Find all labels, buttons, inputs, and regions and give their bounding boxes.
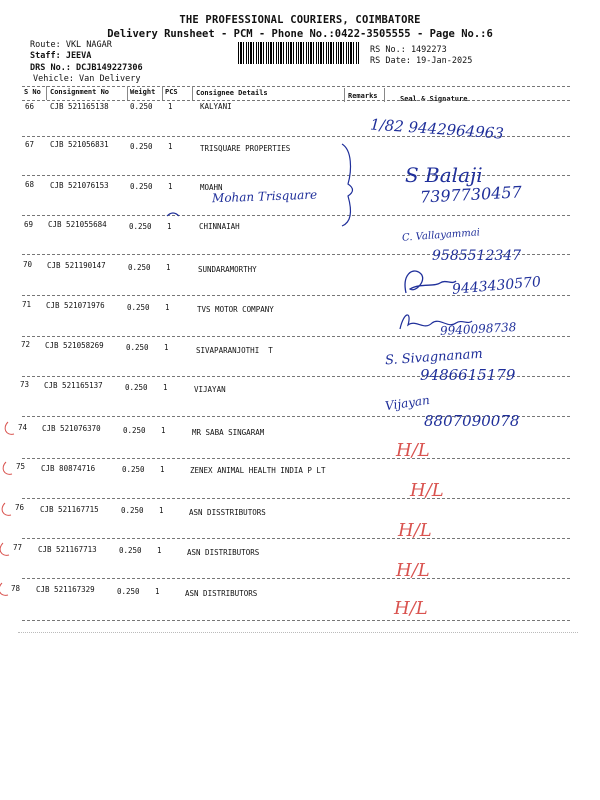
row-weight: 0.250 bbox=[126, 343, 149, 352]
row-divider bbox=[22, 336, 570, 337]
col-header-remarks: Remarks bbox=[348, 92, 378, 100]
row-pcs: 1 bbox=[167, 222, 172, 231]
row-pcs: 1 bbox=[160, 465, 165, 474]
row-divider bbox=[22, 295, 570, 296]
row-pcs: 1 bbox=[168, 142, 173, 151]
row-consignee: ASN DISSTRIBUTORS bbox=[189, 508, 266, 517]
row-sno: 67 bbox=[25, 140, 35, 149]
row-weight: 0.250 bbox=[125, 383, 148, 392]
row-consignment: CJB 521076370 bbox=[42, 424, 101, 433]
col-header-pcs: PCS bbox=[165, 88, 178, 96]
row-consignment: CJB 521165137 bbox=[44, 381, 103, 390]
row-consignee: SIVAPARANJOTHI T bbox=[196, 346, 273, 355]
row-pcs: 1 bbox=[166, 263, 171, 272]
row-consignee: ZENEX ANIMAL HEALTH INDIA P LT bbox=[190, 466, 326, 475]
row-weight: 0.250 bbox=[119, 546, 142, 555]
document-title: THE PROFESSIONAL COURIERS, COIMBATORE bbox=[179, 14, 421, 26]
col-sep bbox=[127, 86, 128, 100]
signature-72: S. Sivagnanam bbox=[384, 346, 484, 369]
row-consignee: ASN DISTRIBUTORS bbox=[187, 548, 260, 557]
row-pcs: 1 bbox=[157, 546, 162, 555]
bottom-rule bbox=[18, 632, 578, 633]
row-consignment: CJB 521167713 bbox=[38, 545, 97, 554]
row-pcs: 1 bbox=[168, 102, 173, 111]
vehicle-label: Vehicle: Van Delivery bbox=[33, 74, 141, 84]
signature-66: 1/82 9442964963 bbox=[369, 115, 505, 143]
row-consignment: CJB 521190147 bbox=[47, 261, 106, 270]
row-sno: 78 bbox=[11, 584, 21, 593]
row-pcs: 1 bbox=[163, 383, 168, 392]
row-sno: 70 bbox=[23, 260, 33, 269]
signature-69: C. Vallayammai bbox=[401, 227, 481, 244]
row-sno: 73 bbox=[20, 380, 30, 389]
row-weight: 0.250 bbox=[128, 263, 151, 272]
row-consignment: CJB 521167715 bbox=[40, 505, 99, 514]
row-consignment: CJB 521165138 bbox=[50, 102, 109, 111]
signature-73: Vijayan bbox=[384, 392, 431, 414]
row-consignee: MOAHN bbox=[200, 183, 223, 192]
bracket-mark bbox=[338, 140, 358, 230]
row-consignment: CJB 521167329 bbox=[36, 585, 95, 594]
row-sno: 66 bbox=[25, 102, 35, 111]
row-consignee: TRISQUARE PROPERTIES bbox=[200, 144, 291, 153]
row-weight: 0.250 bbox=[123, 426, 146, 435]
row-consignee: VIJAYAN bbox=[194, 385, 226, 394]
row-sno: 68 bbox=[25, 180, 35, 189]
signature-73-phone: 8807090078 bbox=[424, 412, 520, 430]
header-top-rule bbox=[22, 86, 570, 87]
row-weight: 0.250 bbox=[129, 222, 152, 231]
route-label: Route: VKL NAGAR bbox=[30, 40, 112, 50]
row-consignee: TVS MOTOR COMPANY bbox=[197, 305, 274, 314]
row-divider bbox=[22, 498, 570, 499]
row-sno: 75 bbox=[16, 462, 26, 471]
hl-mark: H/L bbox=[410, 480, 444, 501]
col-sep bbox=[162, 86, 163, 100]
signature-70: 9443430570 bbox=[451, 274, 542, 298]
row-consignment: CJB 521058269 bbox=[45, 341, 104, 350]
col-header-weight: Weight bbox=[130, 88, 156, 96]
row-consignee: CHINNAIAH bbox=[199, 222, 240, 231]
row-divider bbox=[22, 175, 570, 176]
row-consignee: SUNDARAMORTHY bbox=[198, 265, 257, 274]
row-sno: 74 bbox=[18, 423, 28, 432]
signature-67-phone: 7397730457 bbox=[419, 182, 523, 207]
row-consignee: KALYANI bbox=[200, 102, 232, 111]
row-consignee: ASN DISTRIBUTORS bbox=[185, 589, 258, 598]
row-consignee: MR SABA SINGARAM bbox=[192, 428, 265, 437]
row-sno: 76 bbox=[15, 503, 25, 512]
row-weight: 0.250 bbox=[122, 465, 145, 474]
col-sep bbox=[344, 88, 345, 102]
row-pcs: 1 bbox=[155, 587, 160, 596]
row-weight: 0.250 bbox=[127, 303, 150, 312]
col-sep bbox=[192, 86, 193, 100]
hl-mark: H/L bbox=[396, 560, 430, 581]
row-divider bbox=[22, 215, 570, 216]
row-weight: 0.250 bbox=[121, 506, 144, 515]
document-subtitle: Delivery Runsheet - PCM - Phone No.:0422-3505555 - Page No.:6 bbox=[107, 28, 493, 40]
row-pcs: 1 bbox=[159, 506, 164, 515]
row-consignment: CJB 80874716 bbox=[41, 464, 96, 473]
note-68: Mohan Trisquare bbox=[211, 187, 318, 206]
drs-label: DRS No.: DCJB149227306 bbox=[30, 63, 143, 73]
row-divider bbox=[22, 620, 570, 621]
row-weight: 0.250 bbox=[130, 182, 153, 191]
row-weight: 0.250 bbox=[130, 102, 153, 111]
row-consignment: CJB 521056831 bbox=[50, 140, 109, 149]
row-pcs: 1 bbox=[164, 343, 169, 352]
rs-date: RS Date: 19-Jan-2025 bbox=[370, 56, 473, 66]
row-weight: 0.250 bbox=[117, 587, 140, 596]
row-sno: 72 bbox=[21, 340, 31, 349]
hl-mark: H/L bbox=[396, 440, 430, 461]
row-consignment: CJB 521055684 bbox=[48, 220, 107, 229]
rs-number: RS No.: 1492273 bbox=[370, 45, 447, 55]
col-header-signature: Seal & Signature bbox=[400, 95, 468, 103]
col-header-sno: S No bbox=[24, 88, 41, 96]
row-divider bbox=[22, 538, 570, 539]
col-sep bbox=[384, 88, 385, 102]
row-divider bbox=[22, 458, 570, 459]
row-divider bbox=[22, 578, 570, 579]
signature-72-phone: 9486615179 bbox=[420, 366, 516, 384]
hl-mark: H/L bbox=[394, 598, 428, 619]
row-sno: 77 bbox=[13, 543, 23, 552]
row-sno: 71 bbox=[22, 300, 32, 309]
row-pcs: 1 bbox=[165, 303, 170, 312]
row-consignment: CJB 521076153 bbox=[50, 181, 109, 190]
tick-mark bbox=[165, 210, 185, 220]
signature-71: 9940098738 bbox=[439, 320, 517, 338]
col-header-consignee: Consignee Details bbox=[196, 89, 268, 97]
signature-69-phone: 9585512347 bbox=[432, 248, 522, 264]
row-weight: 0.250 bbox=[130, 142, 153, 151]
row-sno: 69 bbox=[24, 220, 34, 229]
hl-mark: H/L bbox=[398, 520, 432, 541]
row-pcs: 1 bbox=[168, 182, 173, 191]
col-header-consignment: Consignment No bbox=[50, 88, 110, 96]
staff-label: Staff: JEEVA bbox=[30, 51, 92, 61]
signature-67: S Balaji bbox=[405, 163, 483, 187]
barcode bbox=[238, 42, 360, 64]
row-pcs: 1 bbox=[161, 426, 166, 435]
sno-circle-marks bbox=[0, 410, 40, 610]
col-sep bbox=[46, 86, 47, 100]
header-bottom-rule bbox=[22, 100, 570, 101]
row-consignment: CJB 521071976 bbox=[46, 301, 105, 310]
